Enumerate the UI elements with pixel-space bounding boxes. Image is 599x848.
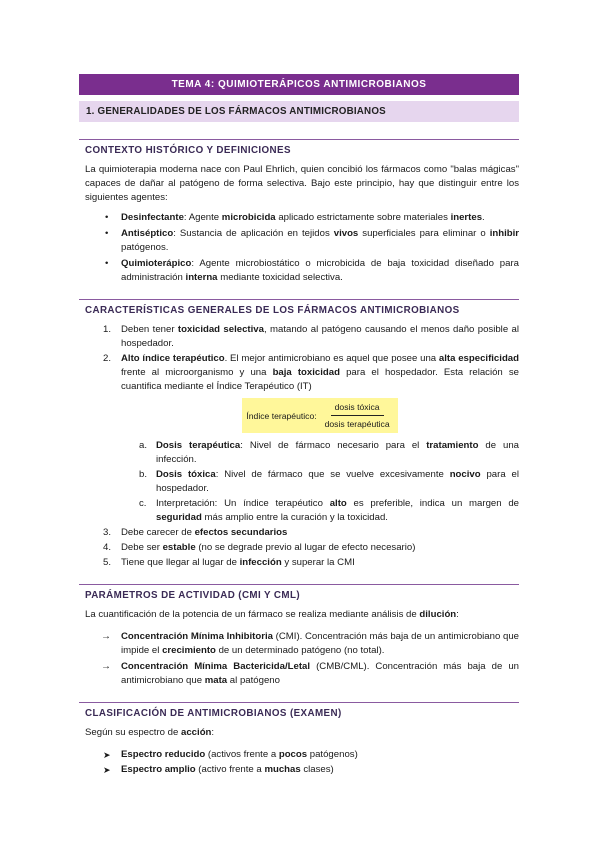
document-title: TEMA 4: QUIMIOTERÁPICOS ANTIMICROBIANOS [79, 74, 519, 95]
section-heading: CONTEXTO HISTÓRICO Y DEFINICIONES [79, 139, 519, 159]
list-item: 2. Alto índice terapéutico. El mejor antimicrobiano es aquel que posee una alta especificidad frente al microorganismo y una baja toxicidad para el hospedador. Esta relación se cuantifica mediante el Índice Terapéutico (IT) Índice terapéutico: $\frac{\text{dosis tóxica}}{\text{dosis terapéutica}}$ a. Dosis terapéutica: Nivel de fármaco necesario para el tratamiento de una infección. b. Dosis tóxica: Nivel de fármaco que se vuelve excesivamente nocivo para el hospedador. c. Interpretación: Un índice terapéutico alto es preferible, indica un margen de seguridad más amplio entre la curación y la toxicidad. [79, 352, 519, 525]
list-item: a. Dosis terapéutica: Nivel de fármaco necesario para el tratamiento de una infección. [139, 440, 519, 465]
paragraph-intro: La quimioterapia moderna nace con Paul Ehrlich, quien concibió los fármacos como "balas mágicas" capaces de dañar al patógeno de forma selectiva. Bajo este principio, hay que distinguir entre los siguientes agentes: [85, 164, 519, 203]
list-item: • Quimioterápico: Agente microbiostático o microbicida de baja toxicidad diseñado para administración interna mediante toxicidad selectiva. [105, 258, 519, 283]
chevron-right-icon: ➤ [103, 765, 111, 775]
characteristics-list [79, 323, 519, 570]
arrow-right-icon: → [101, 631, 111, 642]
list-item: b. Dosis tóxica: Nivel de fármaco que se vuelve excesivamente nocivo para el hospedador. [139, 469, 519, 494]
list-item: 4. Debe ser estable (no se degrade previo al lugar de efecto necesario) [103, 542, 416, 553]
formula-numerator: dosis tóxica [331, 400, 384, 416]
list-item: 5. Tiene que llegar al lugar de infección y superar la CMI [103, 557, 355, 568]
therapeutic-index-formula [121, 398, 519, 433]
list-item: → Concentración Mínima Inhibitoria (CMI). Concentración más baja de un antimicrobiano que impide el crecimiento de un determinado patógeno (no total). [101, 631, 519, 656]
list-item: • Desinfectante: Agente microbicida aplicado estrictamente sobre materiales inertes. [105, 212, 485, 223]
parameters-list [79, 630, 519, 688]
bullet-icon: • [105, 212, 109, 223]
section-heading: CARACTERÍSTICAS GENERALES DE LOS FÁRMACOS ANTIMICROBIANOS [79, 299, 519, 319]
bullet-icon: • [105, 258, 109, 269]
section-heading: PARÁMETROS DE ACTIVIDAD (CMI Y CML) [79, 584, 519, 604]
spectrum-list [79, 748, 519, 777]
formula-box [242, 398, 397, 433]
list-item: ➤ Espectro amplio (activo frente a muchas clases) [103, 764, 334, 775]
section-caracteristicas [79, 299, 519, 570]
list-item: • Antiséptico: Sustancia de aplicación en tejidos vivos superficiales para eliminar o inhibir patógenos. [105, 228, 519, 253]
formula-denominator: dosis terapéutica [324, 419, 390, 429]
chevron-right-icon: ➤ [103, 750, 111, 760]
document-page [79, 74, 519, 778]
dose-definitions-list [121, 439, 519, 525]
list-item: 1. Deben tener toxicidad selectiva, matando al patógeno causando el menos daño posible al hospedador. [103, 324, 520, 349]
list-item: ➤ Espectro reducido (activos frente a pocos patógenos) [103, 749, 358, 760]
paragraph-intro: Según su espectro de acción: [85, 727, 215, 738]
formula-fraction [321, 400, 394, 431]
list-item: 3. Debe carecer de efectos secundarios [103, 527, 288, 538]
formula-label: Índice terapéutico: [246, 410, 317, 421]
section-clasificacion [79, 702, 519, 777]
list-item: c. Interpretación: Un índice terapéutico alto es preferible, indica un margen de seguridad más amplio entre la curación y la toxicidad. [139, 498, 519, 523]
agents-list [79, 211, 519, 285]
paragraph-intro: La cuantificación de la potencia de un fármaco se realiza mediante análisis de dilución: [85, 609, 459, 620]
arrow-right-icon: → [101, 661, 111, 672]
section-contexto [79, 139, 519, 285]
section-title: 1. GENERALIDADES DE LOS FÁRMACOS ANTIMICROBIANOS [79, 101, 519, 122]
section-parametros [79, 584, 519, 688]
list-item: → Concentración Mínima Bactericida/Letal (CMB/CML). Concentración más baja de un antimicrobiano que mata al patógeno [101, 661, 519, 686]
section-heading: CLASIFICACIÓN DE ANTIMICROBIANOS (EXAMEN) [79, 702, 519, 722]
bullet-icon: • [105, 228, 109, 239]
